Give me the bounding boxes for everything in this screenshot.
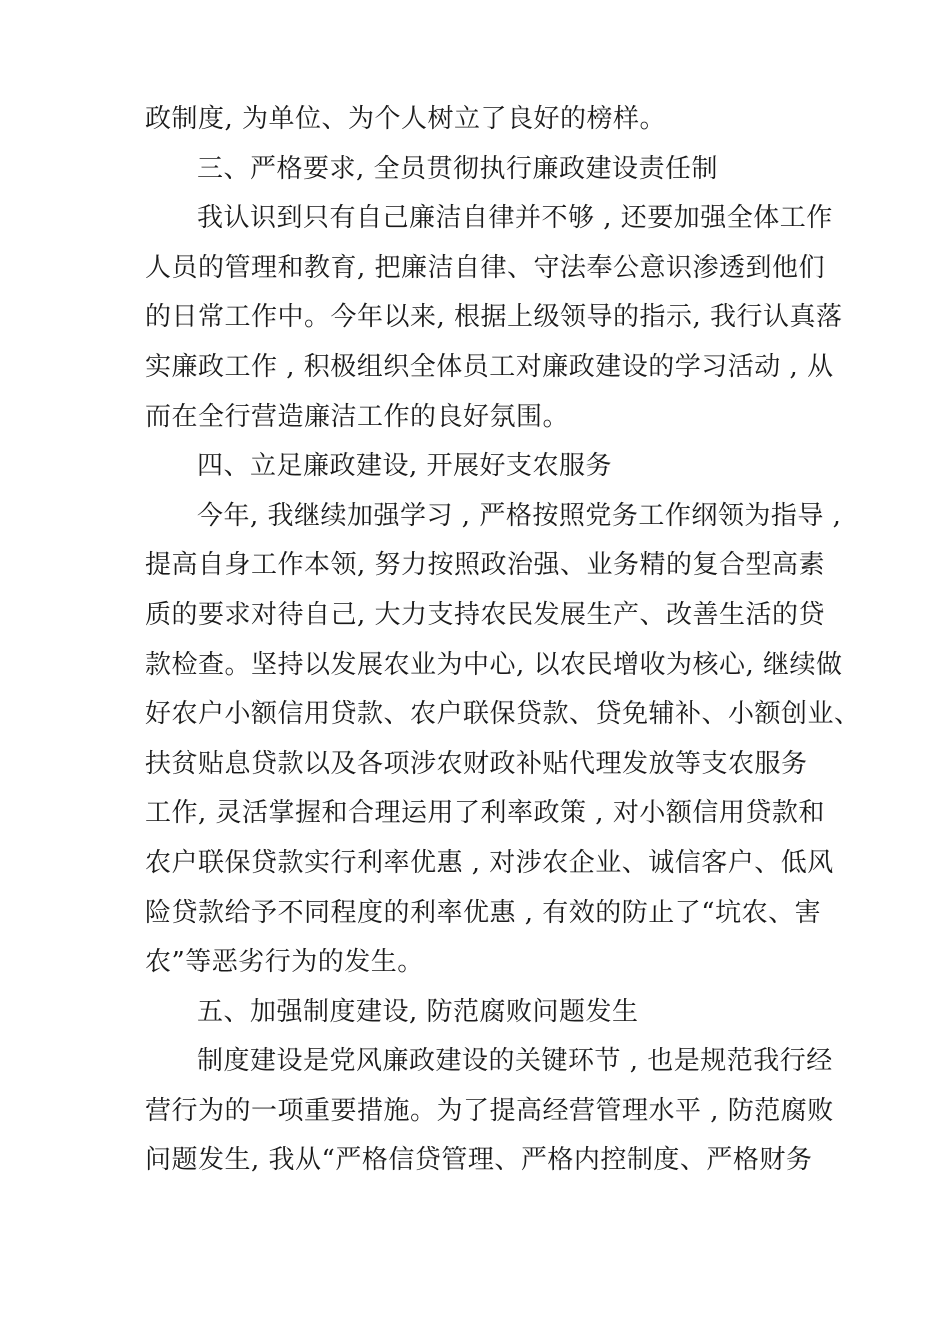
text-line: 提高自身工作本领, 努力按照政治强、业务精的复合型高素 — [145, 550, 826, 581]
text-line: 三、严格要求, 全员贯彻执行廉政建设责任制 — [197, 153, 719, 184]
text-line: 险贷款给予不同程度的利率优惠 , 有效的防止了“坑农、害 — [145, 897, 822, 928]
text-line: 我认识到只有自己廉洁自律并不够 , 还要加强全体工作 — [197, 203, 833, 234]
document-body — [145, 95, 861, 1186]
text-line: 今年, 我继续加强学习 , 严格按照党务工作纲领为指导 , — [197, 500, 842, 531]
text-line: 质的要求对待自己, 大力支持农民发展生产、改善生活的贷 — [145, 599, 826, 630]
text-line: 扶贫贴息贷款以及各项涉农财政补贴代理发放等支农服务 — [145, 748, 808, 779]
text-line: 四、立足廉政建设, 开展好支农服务 — [197, 451, 613, 482]
text-line: 政制度, 为单位、为个人树立了良好的榜样。 — [145, 104, 667, 134]
text-line: 问题发生, 我从“严格信贷管理、严格内控制度、严格财务 — [145, 1145, 813, 1176]
text-line: 好农户小额信用贷款、农户联保贷款、贷免辅补、小额创业、 — [145, 699, 861, 730]
text-line: 农”等恶劣行为的发生。 — [145, 947, 424, 978]
text-line: 五、加强制度建设, 防范腐败问题发生 — [197, 996, 639, 1027]
text-line: 款检查。坚持以发展农业为中心, 以农民增收为核心, 继续做 — [145, 649, 843, 680]
text-line: 而在全行营造廉洁工作的良好氛围。 — [145, 401, 570, 432]
text-line: 农户联保贷款实行利率优惠 , 对涉农企业、诚信客户、低风 — [145, 847, 834, 878]
text-line: 实廉政工作 , 积极组织全体员工对廉政建设的学习活动 , 从 — [145, 351, 834, 382]
text-line: 人员的管理和教育, 把廉洁自律、守法奉公意识渗透到他们 — [145, 252, 826, 283]
text-line: 的日常工作中。今年以来, 根据上级领导的指示, 我行认真落 — [145, 302, 843, 333]
text-line: 工作, 灵活掌握和合理运用了利率政策 , 对小额信用贷款和 — [145, 798, 825, 829]
text-line: 制度建设是党风廉政建设的关键环节 , 也是规范我行经 — [197, 1046, 833, 1077]
text-line: 营行为的一项重要措施。为了提高经营管理水平 , 防范腐败 — [145, 1095, 834, 1126]
